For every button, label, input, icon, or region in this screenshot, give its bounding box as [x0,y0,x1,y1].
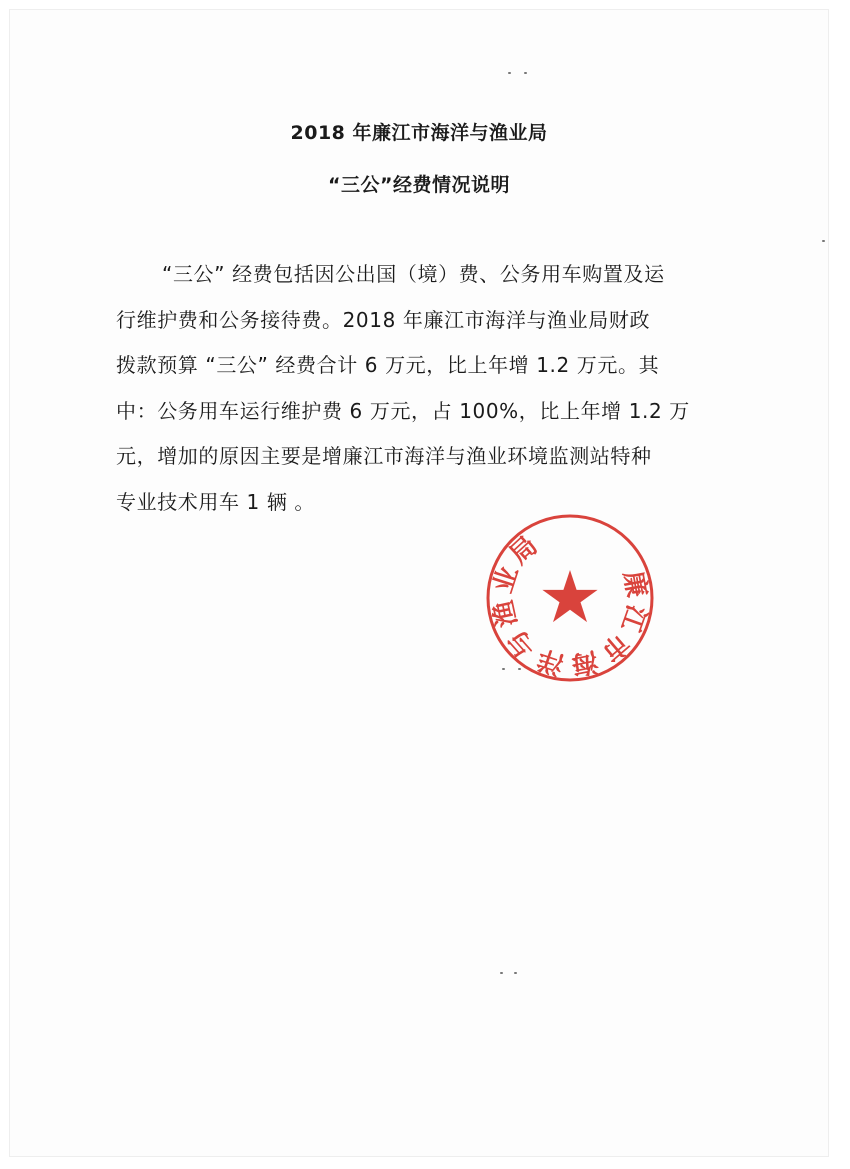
scan-speck [502,668,505,670]
official-seal [484,512,656,684]
seal-graphic [484,512,656,684]
scan-speck [524,72,527,74]
paragraph-line: 专业技术用车 1 辆 。 [116,489,315,514]
paragraph-line: 中：公务用车运行维护费 6 万元，占 100%，比上年增 1.2 万 [116,398,690,423]
scan-speck [822,240,825,242]
document-subtitle: “三公”经费情况说明 [328,174,510,196]
paragraph-line: “三公” 经费包括因公出国（境）费、公务用车购置及运 [162,262,665,286]
paragraph-line: 行维护费和公务接待费。2018 年廉江市海洋与渔业局财政 [116,307,651,332]
body-paragraph [116,252,716,525]
seal-star-icon [542,570,597,622]
paragraph-line: 元，增加的原因主要是增廉江市海洋与渔业环境监测站特种 [116,444,652,468]
scan-speck [508,72,511,74]
scan-speck [514,972,517,974]
seal-text: 廉江市海洋与渔业局 [487,528,653,681]
scan-speck [518,668,521,670]
scan-speck [500,972,503,974]
paragraph-line: 拨款预算 “三公” 经费合计 6 万元，比上年增 1.2 万元。其 [116,353,660,377]
document-page [10,10,828,1156]
document-title: 2018 年廉江市海洋与渔业局 [290,122,548,144]
